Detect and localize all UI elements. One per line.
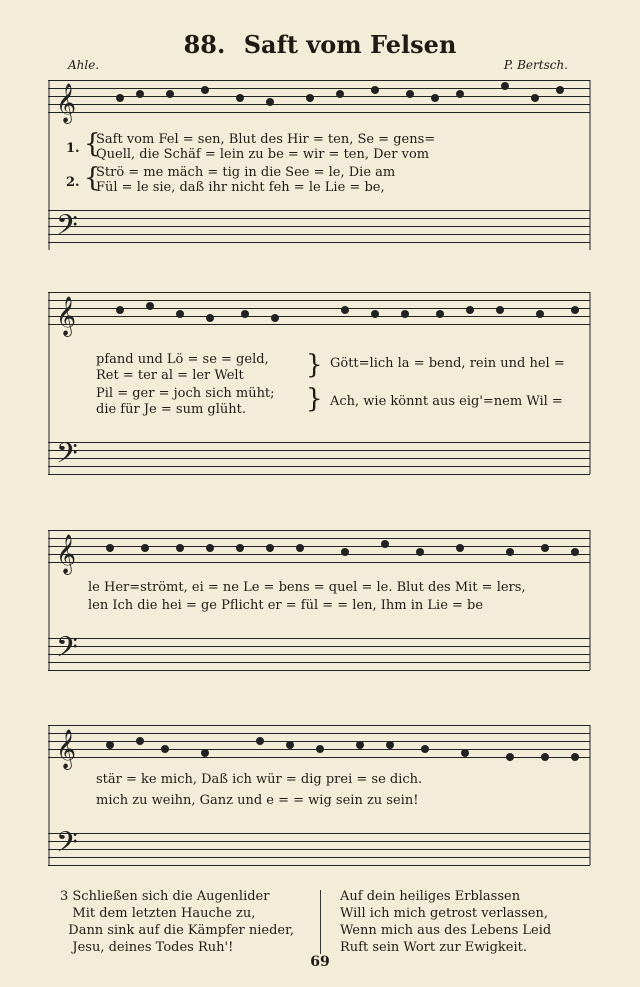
bass-clef-icon: 𝄢 [56,437,78,477]
lyric-line: Strö = me mäch = tig in die See = le, Die am [96,165,396,180]
lyric-line: mich zu weihn, Ganz und e = = wig sein zu sein! [96,793,419,808]
lyric-line: Saft vom Fel = sen, Blut des Hir = ten, Se = gens= [96,132,436,147]
bass-clef-icon: 𝄢 [56,826,78,866]
page-number: 69 [310,954,330,970]
lyric-line: Fül = le sie, daß ihr nicht feh = le Lie = be, [96,180,385,195]
lyric-line: le Her=strömt, ei = ne Le = bens = quel = le. Blut des Mit = lers, [88,580,526,595]
composer-name: P. Bertsch. [503,58,568,72]
treble-clef-icon: 𝄞 [56,296,77,336]
verse-number-2: 2. [66,175,80,190]
lyric-line: Ret = ter al = ler Welt [96,368,244,383]
lyric-line: Pil = ger = joch sich müht; [96,386,275,401]
refrain-brace-1: } [306,350,323,380]
bass-clef-icon: 𝄢 [56,631,78,671]
lyric-line: stär = ke mich, Daß ich wür = dig prei = se dich. [96,772,423,787]
lyric-line: pfand und Lö = se = geld, [96,352,269,367]
treble-clef-icon: 𝄞 [56,729,77,769]
refrain-brace-2: } [306,384,323,414]
refrain-line: Ach, wie könnt aus eig'=nem Wil = [330,394,563,409]
hymn-title: Saft vom Felsen [243,30,457,59]
treble-clef-icon: 𝄞 [56,83,77,123]
verse-brace-1: { [84,129,101,159]
verse-divider [320,890,321,954]
lyric-line: die für Je = sum glüht. [96,402,246,417]
treble-clef-icon: 𝄞 [56,534,77,574]
tune-name: Ahle. [68,58,100,72]
refrain-line: Gött=lich la = bend, rein und hel = [330,356,565,371]
verse-brace-2: { [84,163,101,193]
bass-clef-icon: 𝄢 [56,209,78,249]
hymn-number: 88. [183,30,226,59]
lyric-line: Quell, die Schäf = lein zu be = wir = ten, Der vom [96,147,430,162]
verse3-left: 3 Schließen sich die Augenlider Mit dem letzten Hauche zu, Dann sink auf die Kämpfer nieder, Jesu, deines Todes Ruh'! [60,889,295,955]
lyric-line: len Ich die hei = ge Pflicht er = fül = = len, Ihm in Lie = be [88,598,484,613]
verse3-right: Auf dein heiliges Erblassen Will ich mich getrost verlassen, Wenn mich aus des Lebens Leid Ruft sein Wort zur Ewigkeit. [340,889,552,955]
verse-number-1: 1. [66,141,80,156]
